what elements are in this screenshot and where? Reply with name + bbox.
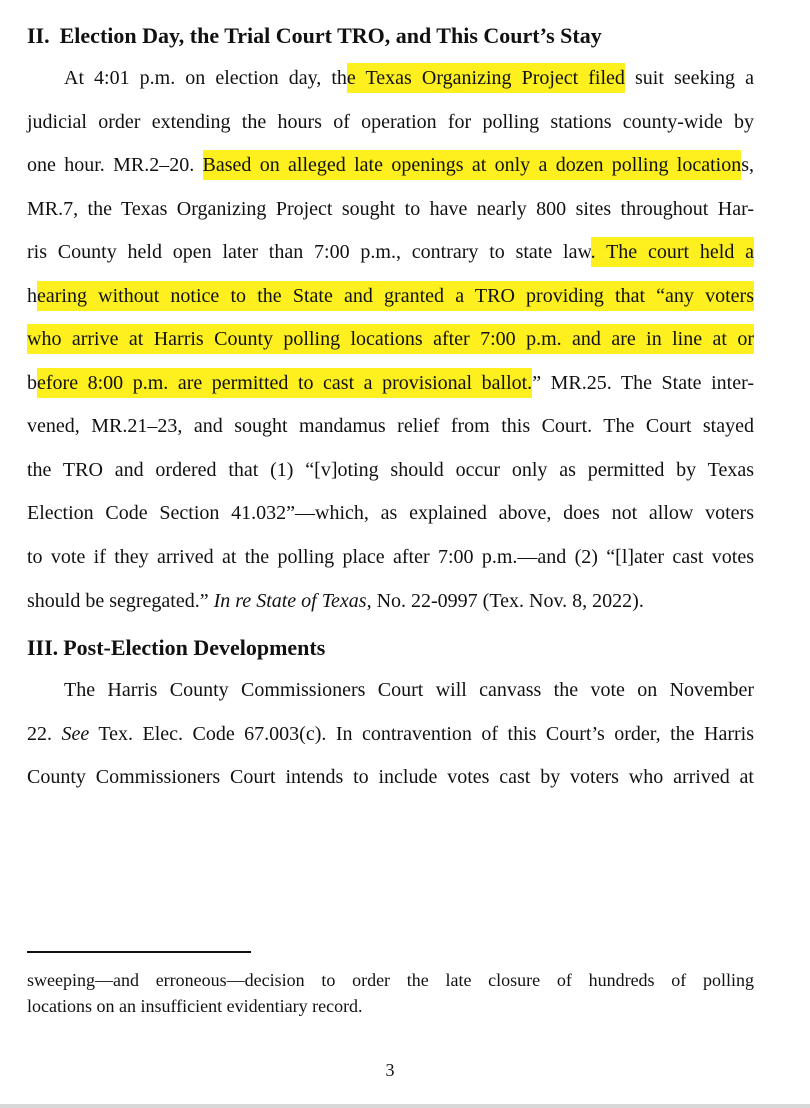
body-line <box>27 720 754 748</box>
page-number: 3 <box>385 1060 395 1080</box>
footnote-line: sweeping—and erroneous—decision to order the late closure of hundreds of polling <box>27 970 754 990</box>
text-run: At 4:01 p.m. on election day, th <box>64 67 347 89</box>
text-run: should be segregated.” <box>27 590 214 612</box>
footnote-rule <box>27 951 251 953</box>
text-run: Tex. Elec. Code 67.003(c). In contravention of this Court’s order, the Harris <box>89 723 754 745</box>
text-run: ” MR.25. The State inter- <box>532 372 754 394</box>
highlighted-text: e Texas Organizing Project filed <box>347 63 625 93</box>
section-number: II. <box>27 23 50 48</box>
body-line: vened, MR.21–23, and sought mandamus relief from this Court. The Court stayed <box>27 415 754 437</box>
body-line: judicial order extending the hours of operation for polling stations county-wide by <box>27 111 754 133</box>
page-bottom-edge <box>0 1104 810 1108</box>
body-line: the TRO and ordered that (1) “[v]oting should occur only as permitted by Texas <box>27 459 754 481</box>
body-line: to vote if they arrived at the polling place after 7:00 p.m.—and (2) “[l]ater cast votes <box>27 546 754 568</box>
text-run: ris County held open later than 7:00 p.m., contrary to state law <box>27 241 591 263</box>
highlighted-text: earing without notice to the State and granted a TRO providing that “any voters <box>37 281 754 311</box>
body-line <box>27 587 644 615</box>
body-line: County Commissioners Court intends to include votes cast by voters who arrived at <box>27 766 754 788</box>
body-line <box>27 369 754 397</box>
highlighted-text: . The court held a <box>591 237 754 267</box>
section-heading-3 <box>27 634 325 662</box>
highlighted-text: who arrive at Harris County polling locations after 7:00 p.m. and are in line at or <box>27 324 754 354</box>
section-heading-2 <box>27 22 602 50</box>
body-line <box>27 151 754 179</box>
case-citation: In re State of Texas <box>213 590 367 612</box>
body-line <box>64 64 754 92</box>
text-run: 22. <box>27 723 62 745</box>
signal-word: See <box>61 723 90 745</box>
text-run: s, <box>741 154 754 176</box>
footnote-line: locations on an insufficient evidentiary record. <box>27 996 363 1016</box>
highlighted-text: efore 8:00 p.m. are permitted to cast a provisional ballot. <box>37 368 532 398</box>
section-title: Post-Election Developments <box>63 635 326 660</box>
body-line: The Harris County Commissioners Court will canvass the vote on November <box>64 679 754 701</box>
section-title: Election Day, the Trial Court TRO, and This Court’s Stay <box>59 23 602 48</box>
text-run: suit seeking a <box>624 67 754 89</box>
body-line <box>27 282 754 310</box>
highlighted-text: Based on alleged late openings at only a dozen polling location <box>203 150 742 180</box>
body-line: MR.7, the Texas Organizing Project sought to have nearly 800 sites throughout Har- <box>27 198 754 220</box>
text-run: b <box>27 372 37 394</box>
text-run: one hour. MR.2–20. <box>27 154 203 176</box>
text-run: h <box>27 285 37 307</box>
body-line <box>27 325 754 353</box>
text-run: , No. 22-0997 (Tex. Nov. 8, 2022). <box>366 590 644 612</box>
body-line: Election Code Section 41.032”—which, as explained above, does not allow voters <box>27 502 754 524</box>
body-line <box>27 238 754 266</box>
section-number: III. <box>27 635 59 660</box>
